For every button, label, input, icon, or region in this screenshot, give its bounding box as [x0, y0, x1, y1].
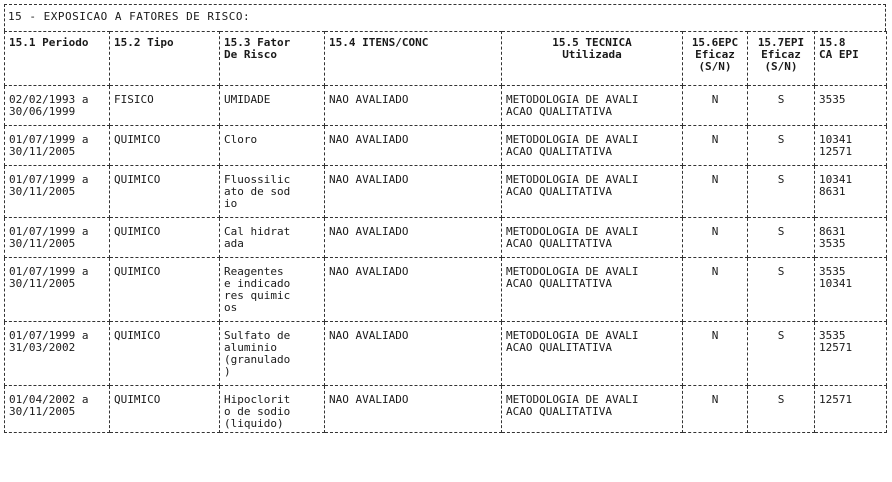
ca-epi-cell-line: 10341 [819, 133, 853, 146]
ca-epi-cell [815, 218, 887, 258]
periodo-cell [5, 126, 110, 166]
ca-epi-cell-line: 3535 [819, 265, 846, 278]
fator-cell-line: Reagentes [224, 265, 284, 278]
column-header [110, 32, 220, 86]
ca-epi-cell [815, 258, 887, 322]
epc-cell: N [683, 386, 748, 433]
tecnica-cell-line: ACAO QUALITATIVA [506, 105, 612, 118]
epc-cell: N [683, 86, 748, 126]
itens-cell: NAO AVALIADO [325, 322, 502, 386]
fator-cell [220, 86, 325, 126]
periodo-cell-line: 30/11/2005 [9, 185, 76, 198]
tecnica-cell-line: ACAO QUALITATIVA [506, 341, 612, 354]
risk-exposure-table [4, 31, 887, 433]
ca-epi-cell-line: 12571 [819, 393, 853, 406]
periodo-cell-line: 30/11/2005 [9, 237, 76, 250]
fator-cell-line: Hipoclorit [224, 393, 291, 406]
column-header-line: Utilizada [562, 48, 622, 61]
fator-cell-line: UMIDADE [224, 93, 271, 106]
tecnica-cell-line: METODOLOGIA DE AVALI [506, 393, 639, 406]
table-row [5, 386, 887, 433]
column-header-line: 15.8 [819, 36, 846, 49]
periodo-cell-line: 01/07/1999 a [9, 173, 89, 186]
table-row [5, 86, 887, 126]
periodo-cell-line: 01/07/1999 a [9, 265, 89, 278]
tecnica-cell-line: METODOLOGIA DE AVALI [506, 329, 639, 342]
tecnica-cell-line: ACAO QUALITATIVA [506, 405, 612, 418]
column-header [220, 32, 325, 86]
column-header [325, 32, 502, 86]
periodo-cell [5, 386, 110, 433]
fator-cell [220, 258, 325, 322]
epi-cell: S [748, 166, 815, 218]
itens-cell: NAO AVALIADO [325, 166, 502, 218]
tecnica-cell-line: ACAO QUALITATIVA [506, 185, 612, 198]
ca-epi-cell [815, 386, 887, 433]
itens-cell: NAO AVALIADO [325, 258, 502, 322]
periodo-cell-line: 30/06/1999 [9, 105, 76, 118]
column-header-line: (S/N) [698, 60, 732, 73]
fator-cell-line: o de sodio [224, 405, 291, 418]
fator-cell-line: ) [224, 365, 231, 378]
ca-epi-cell-line: 10341 [819, 173, 853, 186]
column-header-line: Eficaz [695, 48, 735, 61]
epc-cell: N [683, 322, 748, 386]
fator-cell-line: ato de sod [224, 185, 291, 198]
periodo-cell [5, 166, 110, 218]
fator-cell [220, 218, 325, 258]
periodo-cell-line: 30/11/2005 [9, 405, 76, 418]
header-row [5, 32, 887, 86]
ca-epi-cell-line: 3535 [819, 329, 846, 342]
column-header-line: CA EPI [819, 48, 859, 61]
periodo-cell-line: 01/07/1999 a [9, 225, 89, 238]
tipo-cell: FISICO [110, 86, 220, 126]
ca-epi-cell-line: 3535 [819, 237, 846, 250]
tecnica-cell-line: ACAO QUALITATIVA [506, 277, 612, 290]
ca-epi-cell-line: 8631 [819, 225, 846, 238]
column-header-line: 15.1 Periodo [9, 36, 89, 49]
periodo-cell [5, 258, 110, 322]
epi-cell: S [748, 386, 815, 433]
periodo-cell-line: 31/03/2002 [9, 341, 76, 354]
right-border [885, 4, 886, 31]
ca-epi-cell-line: 10341 [819, 277, 853, 290]
tecnica-cell [502, 322, 683, 386]
tecnica-cell [502, 166, 683, 218]
tecnica-cell-line: METODOLOGIA DE AVALI [506, 173, 639, 186]
column-header-line: 15.3 Fator [224, 36, 291, 49]
left-border [4, 4, 5, 31]
ca-epi-cell-line: 8631 [819, 185, 846, 198]
table-row [5, 166, 887, 218]
section-title: 15 - EXPOSICAO A FATORES DE RISCO: [8, 10, 251, 23]
column-header [502, 32, 683, 86]
tecnica-cell [502, 126, 683, 166]
epi-cell: S [748, 126, 815, 166]
fator-cell-line: io [224, 197, 238, 210]
column-header [748, 32, 815, 86]
table-row [5, 322, 887, 386]
fator-cell-line: res quimic [224, 289, 291, 302]
fator-cell-line: aluminio [224, 341, 277, 354]
periodo-cell-line: 01/07/1999 a [9, 133, 89, 146]
tipo-cell: QUIMICO [110, 218, 220, 258]
itens-cell: NAO AVALIADO [325, 386, 502, 433]
tecnica-cell-line: METODOLOGIA DE AVALI [506, 265, 639, 278]
fator-cell [220, 166, 325, 218]
ca-epi-cell-line: 12571 [819, 341, 853, 354]
epc-cell: N [683, 258, 748, 322]
fator-cell-line: Cloro [224, 133, 258, 146]
table-body [5, 86, 887, 433]
table-row [5, 218, 887, 258]
ca-epi-cell-line: 12571 [819, 145, 853, 158]
column-header [5, 32, 110, 86]
tecnica-cell-line: METODOLOGIA DE AVALI [506, 93, 639, 106]
tipo-cell: QUIMICO [110, 322, 220, 386]
fator-cell-line: Sulfato de [224, 329, 291, 342]
column-header-line: (S/N) [764, 60, 798, 73]
fator-cell [220, 386, 325, 433]
column-header-line: 15.6EPC [691, 36, 739, 49]
fator-cell-line: ada [224, 237, 244, 250]
fator-cell-line: (liquido) [224, 417, 284, 430]
tipo-cell: QUIMICO [110, 258, 220, 322]
column-header-line: 15.2 Tipo [114, 36, 174, 49]
fator-cell-line: (granulado [224, 353, 291, 366]
periodo-cell [5, 86, 110, 126]
column-header-line: 15.5 TECNICA [552, 36, 632, 49]
fator-cell [220, 322, 325, 386]
tecnica-cell [502, 218, 683, 258]
tecnica-cell [502, 86, 683, 126]
fator-cell-line: os [224, 301, 238, 314]
fator-cell [220, 126, 325, 166]
column-header-line: 15.7EPI [757, 36, 805, 49]
itens-cell: NAO AVALIADO [325, 126, 502, 166]
epc-cell: N [683, 126, 748, 166]
ca-epi-cell [815, 126, 887, 166]
ca-epi-cell [815, 322, 887, 386]
tipo-cell: QUIMICO [110, 166, 220, 218]
column-header-line: Eficaz [761, 48, 801, 61]
fator-cell-line: Cal hidrat [224, 225, 291, 238]
fator-cell-line: e indicado [224, 277, 291, 290]
epi-cell: S [748, 218, 815, 258]
epc-cell: N [683, 166, 748, 218]
table-row [5, 258, 887, 322]
column-header [683, 32, 748, 86]
tipo-cell: QUIMICO [110, 386, 220, 433]
epi-cell: S [748, 86, 815, 126]
periodo-cell [5, 218, 110, 258]
tecnica-cell-line: ACAO QUALITATIVA [506, 237, 612, 250]
column-header-line: De Risco [224, 48, 277, 61]
tecnica-cell-line: ACAO QUALITATIVA [506, 145, 612, 158]
epc-cell: N [683, 218, 748, 258]
ca-epi-cell [815, 86, 887, 126]
itens-cell: NAO AVALIADO [325, 86, 502, 126]
periodo-cell-line: 30/11/2005 [9, 277, 76, 290]
periodo-cell-line: 01/04/2002 a [9, 393, 89, 406]
tipo-cell: QUIMICO [110, 126, 220, 166]
top-border [4, 4, 886, 5]
epi-cell: S [748, 258, 815, 322]
tecnica-cell-line: METODOLOGIA DE AVALI [506, 225, 639, 238]
column-header-line: 15.4 ITENS/CONC [329, 36, 429, 49]
ca-epi-cell [815, 166, 887, 218]
periodo-cell-line: 30/11/2005 [9, 145, 76, 158]
periodo-cell-line: 01/07/1999 a [9, 329, 89, 342]
table-row [5, 126, 887, 166]
ca-epi-cell-line: 3535 [819, 93, 846, 106]
epi-cell: S [748, 322, 815, 386]
fator-cell-line: Fluossilic [224, 173, 291, 186]
column-header [815, 32, 887, 86]
itens-cell: NAO AVALIADO [325, 218, 502, 258]
periodo-cell [5, 322, 110, 386]
periodo-cell-line: 02/02/1993 a [9, 93, 89, 106]
tecnica-cell-line: METODOLOGIA DE AVALI [506, 133, 639, 146]
tecnica-cell [502, 258, 683, 322]
tecnica-cell [502, 386, 683, 433]
